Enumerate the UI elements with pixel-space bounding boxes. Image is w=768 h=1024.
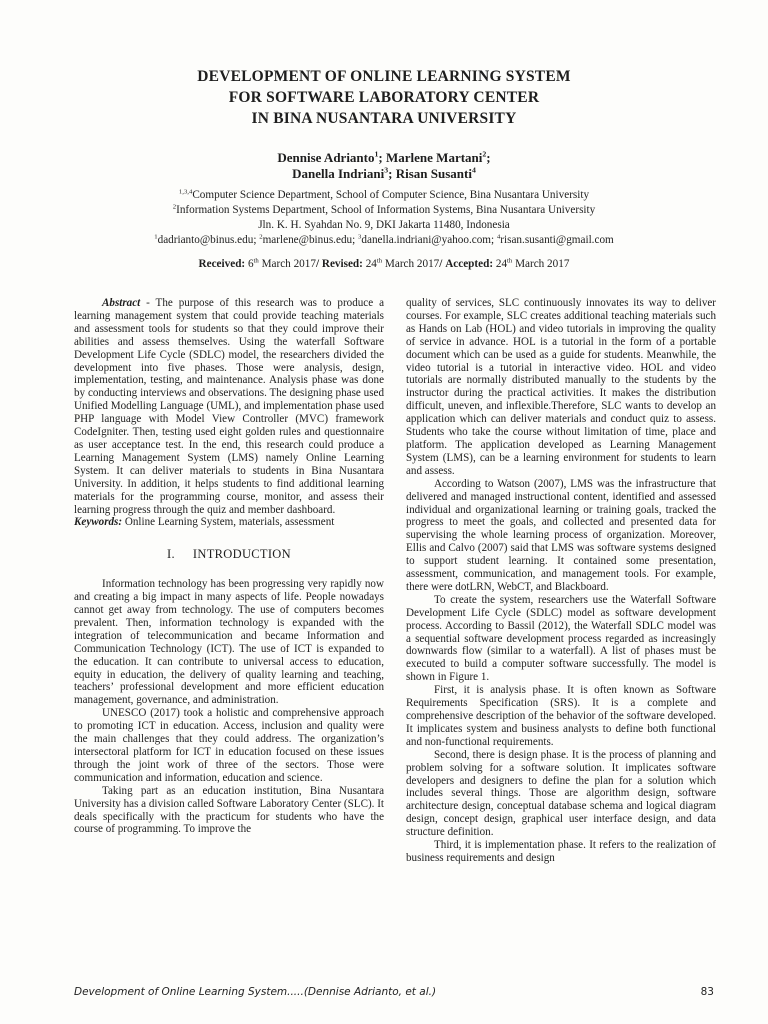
email-line [0,233,768,248]
body-paragraph: Information technology has been progressing very rapidly now and creating a big impact in many aspects of life. People nowadays cannot get away from technology. The use of computers becomes prevalent. Then, information technology is expanded with the integration of telecommunication and became Information and Communication Technology (ICT). The use of ICT is expanded to the education. It can contribute to universal access to education, equity in education, the delivery of quality learning and teaching, teachers’ professional development and more efficient education management, governance, and administration. [74,578,384,707]
accepted-label: Accepted [445,258,490,270]
email-address: risan.susanti@gmail.com [500,234,614,246]
author-marker: 3 [384,165,389,175]
body-paragraph: UNESCO (2017) took a holistic and comprehensive approach to promoting ICT in education. Access, inclusion and quality were the main challenges that they could address. The organization’s intersectoral platform for ICT in education focused on these issues through the joint work of three of the sectors. Those were communication and information, education and science. [74,707,384,784]
affiliation-line [0,188,768,203]
body-paragraph: According to Watson (2007), LMS was the infrastructure that delivered and managed instructional content, identified and assessed individual and organizational learning or training goals, tracked the progress to meet the goals, and collected and presented data for supervising the whole learning process of organization. Moreover, Ellis and Calvo (2007) said that LMS was software systems designed to support student learning. It contained some presentation, assessment, communication, and management tools. For example, there were dotLRN, WebCT, and Blackboard. [406,477,716,593]
affiliation-line [0,203,768,218]
section-heading [74,548,384,561]
author-marker: 4 [471,165,476,175]
affiliation-marker: 2 [172,203,177,211]
received-suffix: th [253,257,259,265]
body-paragraph: quality of services, SLC continuously innovates its way to deliver courses. For example, SLC creates additional teaching materials such as Hands on Lab (HOL) and video tutorials in improving the quality of service in advance. HOL is a tutorial in the form of a portable document which can be used as a guide for students. Meanwhile, the video tutorial is a tutorial in interactive video. HOL and video tutorials are normally distributed manually to the students by the instructor during the practical activities. It makes the distribution difficult, uneven, and inflexible.Therefore, SLC wants to develop an application which can deliver materials and conduct quiz to assess. Students who take the course without limitation of time, place and platform. The application developed as Learning Management System (LMS), can be a learning environment for students to learn and assess. [406,297,716,477]
running-title: Development of Online Learning System.....(Dennise Adrianto, et al.) [74,986,437,998]
affiliation-text: Computer Science Department, School of Computer Science, Bina Nusantara University [192,189,590,201]
page-footer [74,986,714,998]
revised-suffix: th [376,257,383,265]
body-paragraph: Second, there is design phase. It is the process of planning and problem solving for a software solution. It implicates software developers and designers to define the plan for a solution which includes several things. Those are algorithm design, software architecture design, conceptual database schema and logical diagram design, concept design, graphical user interface design, and data structure definition. [406,748,716,839]
left-column [74,297,384,836]
email-address: danella.indriani@yahoo.com; [361,234,497,246]
affiliation-text: Information Systems Department, School of Information Systems, Bina Nusantara University [176,204,596,216]
email-address: dadrianto@binus.edu; [157,234,260,246]
author-separator: ; [486,150,491,165]
abstract-text: - The purpose of this research was to produce a learning management system that could provide teaching materials and assessment tools for students so that they could improve their abilities and assess themselves. Using the waterfall Software Development Life Cycle (SDLC) model, the researchers divided the development into five phases. Those were analysis, design, implementation, testing, and maintenance. Analysis phase was done by conducting interviews and observations. The designing phase used Unified Modelling Language (UML), and implementation phase used PHP language with Model View Controller (MVC) framework CodeIgniter. Then, testing used eight golden rules and questionnaire as user acceptance test. In the end, this research could produce a Learning Management System (LMS) namely Online Learning System. It can deliver materials to students in Bina Nusantara University. In addition, it helps students to find additional learning materials for the programming course, monitor, and assess their learning progress through the quiz and member dashboard. [74,297,384,516]
author-name: Dennise Adrianto [277,150,375,165]
address-line: Jln. K. H. Syahdan No. 9, DKI Jakarta 11480, Indonesia [258,219,510,231]
received-day: 6 [247,258,254,270]
revised-month-year: March 2017 [382,258,440,270]
keywords-text: Online Learning System, materials, assessment [122,516,335,529]
title-line: FOR SOFTWARE LABORATORY CENTER [228,89,540,106]
section-number: I. [167,547,175,562]
affiliations [0,188,768,248]
accepted-suffix: th [507,257,513,265]
email-marker: 3 [358,233,362,241]
submission-dates: Received: 6th March 2017/ Revised: 24th March 2017/ Accepted: 24th March 2017 [198,257,570,270]
email-marker: 4 [496,233,501,241]
section-title: INTRODUCTION [192,547,291,562]
affiliation-marker: 1,3,4 [178,188,193,196]
abstract-label: Abstract [102,297,141,309]
accepted-month-year: March 2017 [512,258,570,270]
received-month-year: March 2017 [258,258,316,270]
received-label: Received [198,258,242,270]
author-name: Marlene Martani [386,150,483,165]
author-separator: ; [378,150,383,165]
paper-title [0,66,768,129]
title-line: IN BINA NUSANTARA UNIVERSITY [251,110,517,127]
email-marker: 2 [259,233,263,241]
author-marker: 1 [374,149,379,159]
author-list [0,150,768,182]
author-separator: ; [388,166,393,181]
title-line: DEVELOPMENT OF ONLINE LEARNING SYSTEM [197,68,571,85]
accepted-day: 24 [495,258,508,270]
email-marker: 1 [154,233,158,241]
right-column [406,297,716,865]
body-paragraph: Taking part as an education institution, Bina Nusantara University has a division called Software Laboratory Center (SLC). It deals specifically with the practicum for students who have the course of programming. To improve the [74,784,384,836]
keywords [74,516,384,529]
revised-day: 24 [365,258,377,270]
revised-label: Revised [321,258,360,270]
author-name: Risan Susanti [395,166,472,181]
author-name: Danella Indriani [292,166,385,181]
abstract [74,297,384,516]
author-marker: 2 [482,149,487,159]
keywords-label: Keywords: [74,516,123,529]
page-number: 83 [700,986,714,998]
body-paragraph: Third, it is implementation phase. It refers to the realization of business requirements and design [406,839,716,864]
email-address: marlene@binus.edu; [262,234,359,246]
body-paragraph: First, it is analysis phase. It is often known as Software Requirements Specification (SRS). It is a complete and comprehensive description of the behavior of the software developed. It implicates system and business analysts to define both functional and non-functional requirements. [406,684,716,748]
body-paragraph: To create the system, researchers use the Waterfall Software Development Life Cycle (SDLC) model as software development process. According to Bassil (2012), the Waterfall SDLC model was a sequential software development process regarded as increasingly downwards flow (similar to a waterfall). A list of phases must be executed to build a computer software successfully. The model is shown in Figure 1. [406,593,716,684]
